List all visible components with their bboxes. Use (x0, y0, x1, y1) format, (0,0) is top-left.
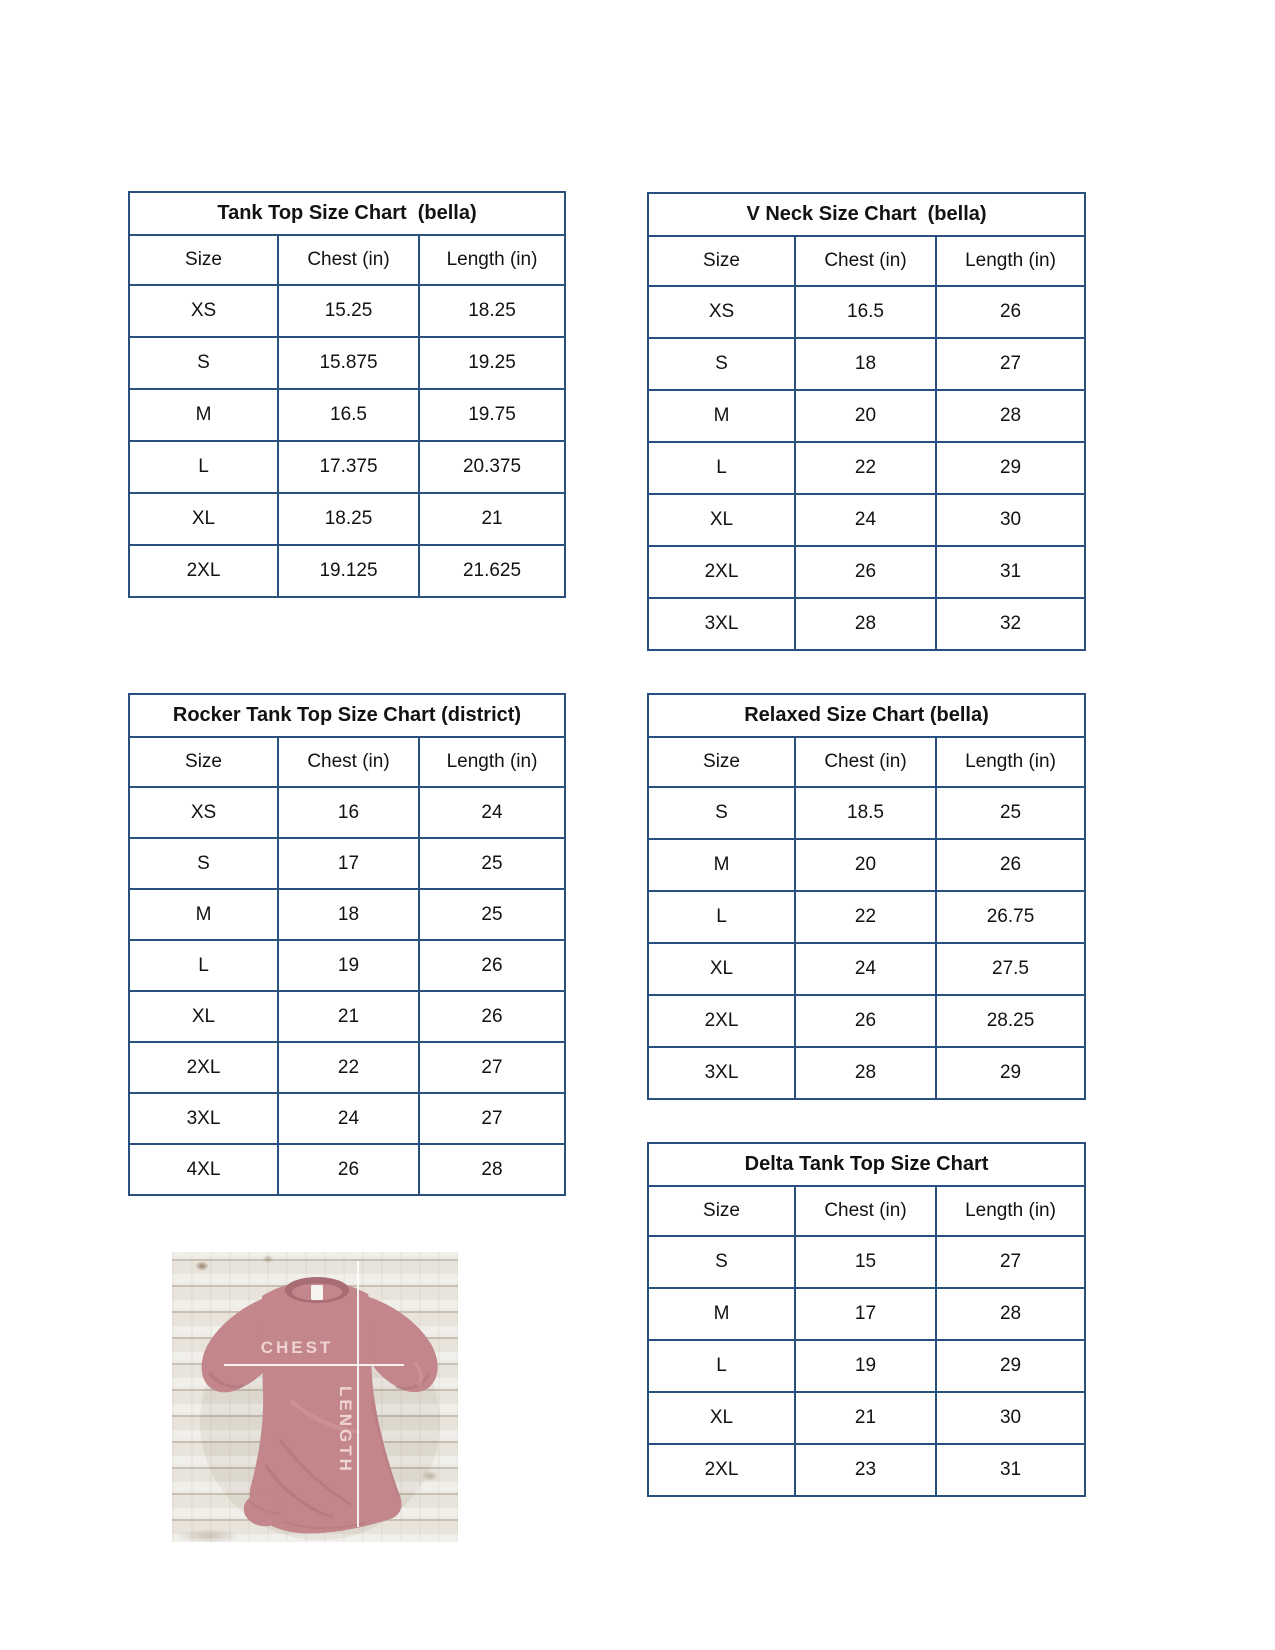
table-header-row (129, 235, 565, 285)
tank-top-size-chart-table (128, 191, 566, 598)
table-header-row (648, 1186, 1085, 1236)
length-cell: 18.25 (419, 285, 565, 337)
table-title: Relaxed Size Chart (bella) (648, 694, 1085, 737)
column-header-chest: Chest (in) (795, 236, 936, 286)
table-header-row (648, 737, 1085, 787)
table-row (648, 943, 1085, 995)
size-cell: 3XL (648, 598, 795, 650)
size-cell: XL (129, 991, 278, 1042)
length-label: LENGTH (336, 1386, 355, 1474)
table-row (129, 991, 565, 1042)
table-row (129, 787, 565, 838)
rocker-tank-top-size-chart-table (128, 693, 566, 1196)
length-cell: 26.75 (936, 891, 1085, 943)
size-cell: S (648, 338, 795, 390)
length-cell: 24 (419, 787, 565, 838)
tshirt-graphic (172, 1252, 458, 1542)
length-cell: 21 (419, 493, 565, 545)
chest-cell: 16.5 (795, 286, 936, 338)
table-row (648, 338, 1085, 390)
length-cell: 30 (936, 494, 1085, 546)
size-cell: 3XL (648, 1047, 795, 1099)
length-cell: 26 (936, 839, 1085, 891)
size-cell: XS (648, 286, 795, 338)
chest-cell: 18 (278, 889, 419, 940)
length-cell: 32 (936, 598, 1085, 650)
table-row (648, 546, 1085, 598)
table-header-row (648, 236, 1085, 286)
chest-cell: 28 (795, 1047, 936, 1099)
size-cell: XL (129, 493, 278, 545)
chest-cell: 18.25 (278, 493, 419, 545)
column-header-length: Length (in) (419, 235, 565, 285)
chest-cell: 15.25 (278, 285, 419, 337)
length-cell: 27 (419, 1042, 565, 1093)
chest-cell: 21 (278, 991, 419, 1042)
chest-cell: 17 (795, 1288, 936, 1340)
chest-cell: 26 (278, 1144, 419, 1195)
size-cell: M (648, 390, 795, 442)
table-row (648, 494, 1085, 546)
size-cell: 2XL (648, 995, 795, 1047)
chest-cell: 24 (795, 494, 936, 546)
column-header-chest: Chest (in) (795, 737, 936, 787)
chest-cell: 18 (795, 338, 936, 390)
table-row (648, 891, 1085, 943)
length-cell: 29 (936, 442, 1085, 494)
table-title-row (648, 694, 1085, 737)
table-row (129, 389, 565, 441)
chest-cell: 18.5 (795, 787, 936, 839)
length-cell: 25 (419, 889, 565, 940)
size-cell: L (129, 940, 278, 991)
size-cell: S (129, 838, 278, 889)
length-cell: 28 (419, 1144, 565, 1195)
table-row (129, 940, 565, 991)
size-cell: L (648, 1340, 795, 1392)
chest-cell: 15.875 (278, 337, 419, 389)
size-cell: M (648, 839, 795, 891)
table-row (648, 1340, 1085, 1392)
table-row (648, 1444, 1085, 1496)
chest-label: CHEST (260, 1338, 334, 1357)
table-title: Rocker Tank Top Size Chart (district) (129, 694, 565, 737)
length-cell: 19.25 (419, 337, 565, 389)
length-cell: 27 (936, 1236, 1085, 1288)
table-row (648, 286, 1085, 338)
size-cell: L (648, 442, 795, 494)
table-row (129, 889, 565, 940)
length-cell: 29 (936, 1047, 1085, 1099)
table-row (648, 390, 1085, 442)
size-cell: M (648, 1288, 795, 1340)
table-row (129, 285, 565, 337)
size-cell: M (129, 389, 278, 441)
collar-label-tag (311, 1285, 323, 1300)
length-cell: 29 (936, 1340, 1085, 1392)
column-header-size: Size (129, 235, 278, 285)
size-cell: 3XL (129, 1093, 278, 1144)
chest-cell: 22 (278, 1042, 419, 1093)
chest-cell: 26 (795, 995, 936, 1047)
table-row (129, 1093, 565, 1144)
size-cell: 4XL (129, 1144, 278, 1195)
table-row (648, 839, 1085, 891)
table-title-row (648, 1143, 1085, 1186)
table-row (129, 838, 565, 889)
table-row (648, 995, 1085, 1047)
size-cell: M (129, 889, 278, 940)
table-row (648, 1047, 1085, 1099)
size-cell: L (129, 441, 278, 493)
length-cell: 28 (936, 390, 1085, 442)
table-row (129, 1144, 565, 1195)
chest-cell: 26 (795, 546, 936, 598)
table-title: Tank Top Size Chart (bella) (129, 192, 565, 235)
length-cell: 30 (936, 1392, 1085, 1444)
length-cell: 27 (936, 338, 1085, 390)
table-row (129, 493, 565, 545)
table-row (648, 598, 1085, 650)
column-header-length: Length (in) (419, 737, 565, 787)
column-header-length: Length (in) (936, 1186, 1085, 1236)
table-title: Delta Tank Top Size Chart (648, 1143, 1085, 1186)
table-header-row (129, 737, 565, 787)
length-cell: 27.5 (936, 943, 1085, 995)
size-cell: XL (648, 494, 795, 546)
table-title-row (129, 694, 565, 737)
chest-cell: 17 (278, 838, 419, 889)
chest-cell: 22 (795, 442, 936, 494)
table-title: V Neck Size Chart (bella) (648, 193, 1085, 236)
size-cell: S (648, 787, 795, 839)
column-header-length: Length (in) (936, 737, 1085, 787)
chest-cell: 24 (795, 943, 936, 995)
relaxed-size-chart-table (647, 693, 1086, 1100)
length-cell: 28.25 (936, 995, 1085, 1047)
chest-cell: 20 (795, 390, 936, 442)
column-header-size: Size (129, 737, 278, 787)
length-cell: 31 (936, 1444, 1085, 1496)
size-cell: XS (129, 787, 278, 838)
chest-cell: 23 (795, 1444, 936, 1496)
size-cell: 2XL (129, 545, 278, 597)
table-row (129, 337, 565, 389)
size-cell: XL (648, 943, 795, 995)
size-cell: XS (129, 285, 278, 337)
chest-cell: 20 (795, 839, 936, 891)
table-row (129, 545, 565, 597)
length-cell: 19.75 (419, 389, 565, 441)
size-cell: 2XL (648, 546, 795, 598)
column-header-size: Size (648, 737, 795, 787)
tshirt-measurement-photo (172, 1252, 458, 1542)
table-row (648, 787, 1085, 839)
table-title-row (648, 193, 1085, 236)
length-cell: 26 (419, 940, 565, 991)
size-cell: 2XL (129, 1042, 278, 1093)
table-title-row (129, 192, 565, 235)
delta-tank-top-size-chart-table (647, 1142, 1086, 1497)
length-cell: 21.625 (419, 545, 565, 597)
column-header-size: Size (648, 1186, 795, 1236)
chest-cell: 19.125 (278, 545, 419, 597)
v-neck-size-chart-table (647, 192, 1086, 651)
size-cell: S (129, 337, 278, 389)
table-row (648, 1288, 1085, 1340)
length-cell: 26 (419, 991, 565, 1042)
chest-cell: 19 (278, 940, 419, 991)
size-cell: L (648, 891, 795, 943)
length-cell: 20.375 (419, 441, 565, 493)
chest-cell: 16.5 (278, 389, 419, 441)
size-cell: XL (648, 1392, 795, 1444)
chest-cell: 19 (795, 1340, 936, 1392)
chest-cell: 17.375 (278, 441, 419, 493)
length-cell: 25 (936, 787, 1085, 839)
length-cell: 27 (419, 1093, 565, 1144)
size-cell: 2XL (648, 1444, 795, 1496)
chest-cell: 21 (795, 1392, 936, 1444)
column-header-length: Length (in) (936, 236, 1085, 286)
chest-cell: 22 (795, 891, 936, 943)
chest-cell: 15 (795, 1236, 936, 1288)
table-row (129, 1042, 565, 1093)
column-header-chest: Chest (in) (278, 737, 419, 787)
length-cell: 26 (936, 286, 1085, 338)
column-header-chest: Chest (in) (795, 1186, 936, 1236)
column-header-size: Size (648, 236, 795, 286)
column-header-chest: Chest (in) (278, 235, 419, 285)
chest-cell: 24 (278, 1093, 419, 1144)
length-cell: 25 (419, 838, 565, 889)
table-row (129, 441, 565, 493)
table-row (648, 442, 1085, 494)
table-row (648, 1236, 1085, 1288)
chest-cell: 28 (795, 598, 936, 650)
table-row (648, 1392, 1085, 1444)
length-cell: 28 (936, 1288, 1085, 1340)
chest-cell: 16 (278, 787, 419, 838)
size-cell: S (648, 1236, 795, 1288)
length-cell: 31 (936, 546, 1085, 598)
